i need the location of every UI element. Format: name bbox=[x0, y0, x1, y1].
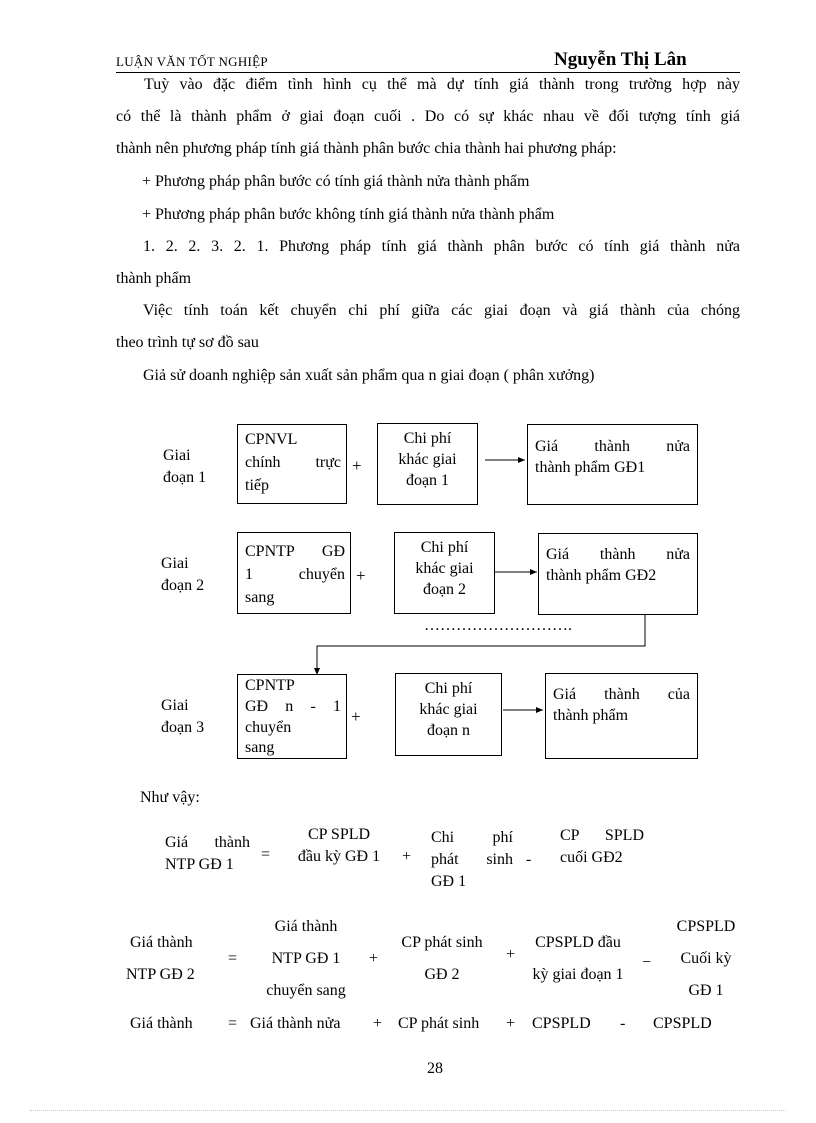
f3-term-2: CP phát sinh bbox=[398, 1015, 480, 1032]
header-author: Nguyễn Thị Lân bbox=[554, 49, 687, 70]
stage-1-box-material: CPNVL chính trực tiếp bbox=[237, 424, 347, 504]
f3-term-1: Giá thành nửa bbox=[250, 1015, 341, 1032]
stage-3-box-other-cost: Chi phí khác giai đoạn n bbox=[395, 673, 502, 756]
f1-term-2-line-3: GĐ 1 bbox=[431, 873, 467, 890]
paragraph-1-line-2: có thể là thành phẩm ở giai đoạn cuối . Do có sự khác nhau về đối tượng tính giá bbox=[116, 108, 740, 125]
stage-2-box-other-cost: Chi phí khác giai đoạn 2 bbox=[394, 532, 495, 614]
stage-3-box-transfer: CPNTP GĐ n - 1 chuyển sang bbox=[237, 674, 347, 759]
f3-lhs: Giá thành bbox=[130, 1015, 193, 1032]
bullet-2: + Phương pháp phân bước không tính giá thành nửa thành phẩm bbox=[142, 206, 555, 223]
f2-equals: = bbox=[228, 950, 238, 967]
f1-term-1-line-2: đầu kỳ GĐ 1 bbox=[297, 848, 381, 865]
f2-term-1-line-2: NTP GĐ 1 bbox=[271, 950, 341, 967]
paragraph-1-line-3: thành nên phương pháp tính giá thành phân bước chia thành hai phương pháp: bbox=[116, 140, 617, 157]
f2-lhs-line-1: Giá thành bbox=[130, 934, 193, 951]
stage-2-label: Giai đoạn 2 bbox=[161, 555, 205, 594]
footer-dotted-rule bbox=[30, 1110, 786, 1111]
f1-lhs-line-1: Giá thành bbox=[165, 834, 250, 851]
f2-term-3-line-2: kỳ giai đoạn 1 bbox=[532, 966, 624, 983]
diagram-ellipsis: ………………………. bbox=[424, 617, 572, 634]
stage-1-label: Giai đoạn 1 bbox=[163, 447, 207, 486]
f3-equals: = bbox=[228, 1015, 238, 1032]
paragraph-2-line-2: theo trình tự sơ đồ sau bbox=[116, 334, 259, 351]
f3-term-3: CPSPLD bbox=[532, 1015, 591, 1032]
f2-term-1-line-1: Giá thành bbox=[274, 918, 338, 935]
stage-1-box-other-cost: Chi phí khác giai đoạn 1 bbox=[377, 423, 478, 505]
stage-3-box-result: Giá thành của thành phẩm bbox=[545, 673, 698, 759]
f1-term-3-line-2: cuối GĐ2 bbox=[560, 849, 623, 866]
f2-term-3-line-1: CPSPLD đầu bbox=[535, 934, 621, 951]
stage-2-box-transfer: CPNTP GĐ 1 chuyển sang bbox=[237, 532, 351, 614]
stage-2-box-result: Giá thành nửa thành phẩm GĐ2 bbox=[538, 533, 698, 615]
f2-plus-2: + bbox=[506, 946, 516, 963]
f1-equals: = bbox=[261, 846, 271, 863]
f2-term-1-line-3: chuyển sang bbox=[266, 982, 346, 999]
f2-minus: − bbox=[642, 954, 652, 971]
page-number: 28 bbox=[427, 1060, 443, 1077]
f3-plus-2: + bbox=[506, 1015, 516, 1032]
f2-term-4-line-1: CPSPLD bbox=[676, 918, 736, 935]
f2-term-4-line-2: Cuối kỳ bbox=[680, 950, 732, 967]
f3-minus: - bbox=[620, 1015, 626, 1032]
f2-term-4-line-3: GĐ 1 bbox=[688, 982, 724, 999]
f1-lhs-line-2: NTP GĐ 1 bbox=[165, 856, 234, 873]
f1-term-2-line-2: phát sinh bbox=[431, 851, 513, 868]
section-heading-line-1: 1. 2. 2. 3. 2. 1. Phương pháp tính giá thành phân bước có tính giá thành nửa bbox=[143, 238, 740, 255]
stage-1-plus: + bbox=[352, 456, 362, 475]
paragraph-2-line-1: Việc tính toán kết chuyển chi phí giữa các giai đoạn và giá thành của chóng bbox=[143, 302, 740, 319]
paragraph-3: Giả sử doanh nghiệp sản xuất sản phẩm qua n giai đoạn ( phân xưởng) bbox=[143, 367, 595, 384]
formula-intro: Như vậy: bbox=[140, 789, 200, 806]
f2-lhs-line-2: NTP GĐ 2 bbox=[126, 966, 195, 983]
stage-2-plus: + bbox=[356, 566, 366, 585]
f1-plus: + bbox=[402, 848, 412, 865]
f1-term-1-line-1: CP SPLD bbox=[307, 826, 371, 843]
stage-3-plus: + bbox=[351, 707, 361, 726]
f1-term-3-line-1: CP SPLD bbox=[560, 827, 644, 844]
f1-minus: - bbox=[526, 851, 532, 868]
paragraph-1-line-1: Tuỳ vào đặc điểm tình hình cụ thể mà dự tính giá thành trong trường hợp này bbox=[144, 76, 740, 93]
f2-plus-1: + bbox=[369, 950, 379, 967]
stage-3-label: Giai đoạn 3 bbox=[161, 697, 205, 736]
f1-term-2-line-1: Chi phí bbox=[431, 829, 513, 846]
f3-term-4: CPSPLD bbox=[653, 1015, 712, 1032]
stage-1-box-result: Giá thành nửa thành phẩm GĐ1 bbox=[527, 424, 698, 505]
f2-term-2-line-1: CP phát sinh bbox=[401, 934, 483, 951]
bullet-1: + Phương pháp phân bước có tính giá thành nửa thành phẩm bbox=[142, 173, 530, 190]
header-title: LUẬN VĂN TỐT NGHIỆP bbox=[116, 54, 268, 69]
f2-term-2-line-2: GĐ 2 bbox=[424, 966, 460, 983]
f3-plus-1: + bbox=[373, 1015, 383, 1032]
section-heading-line-2: thành phẩm bbox=[116, 270, 192, 287]
